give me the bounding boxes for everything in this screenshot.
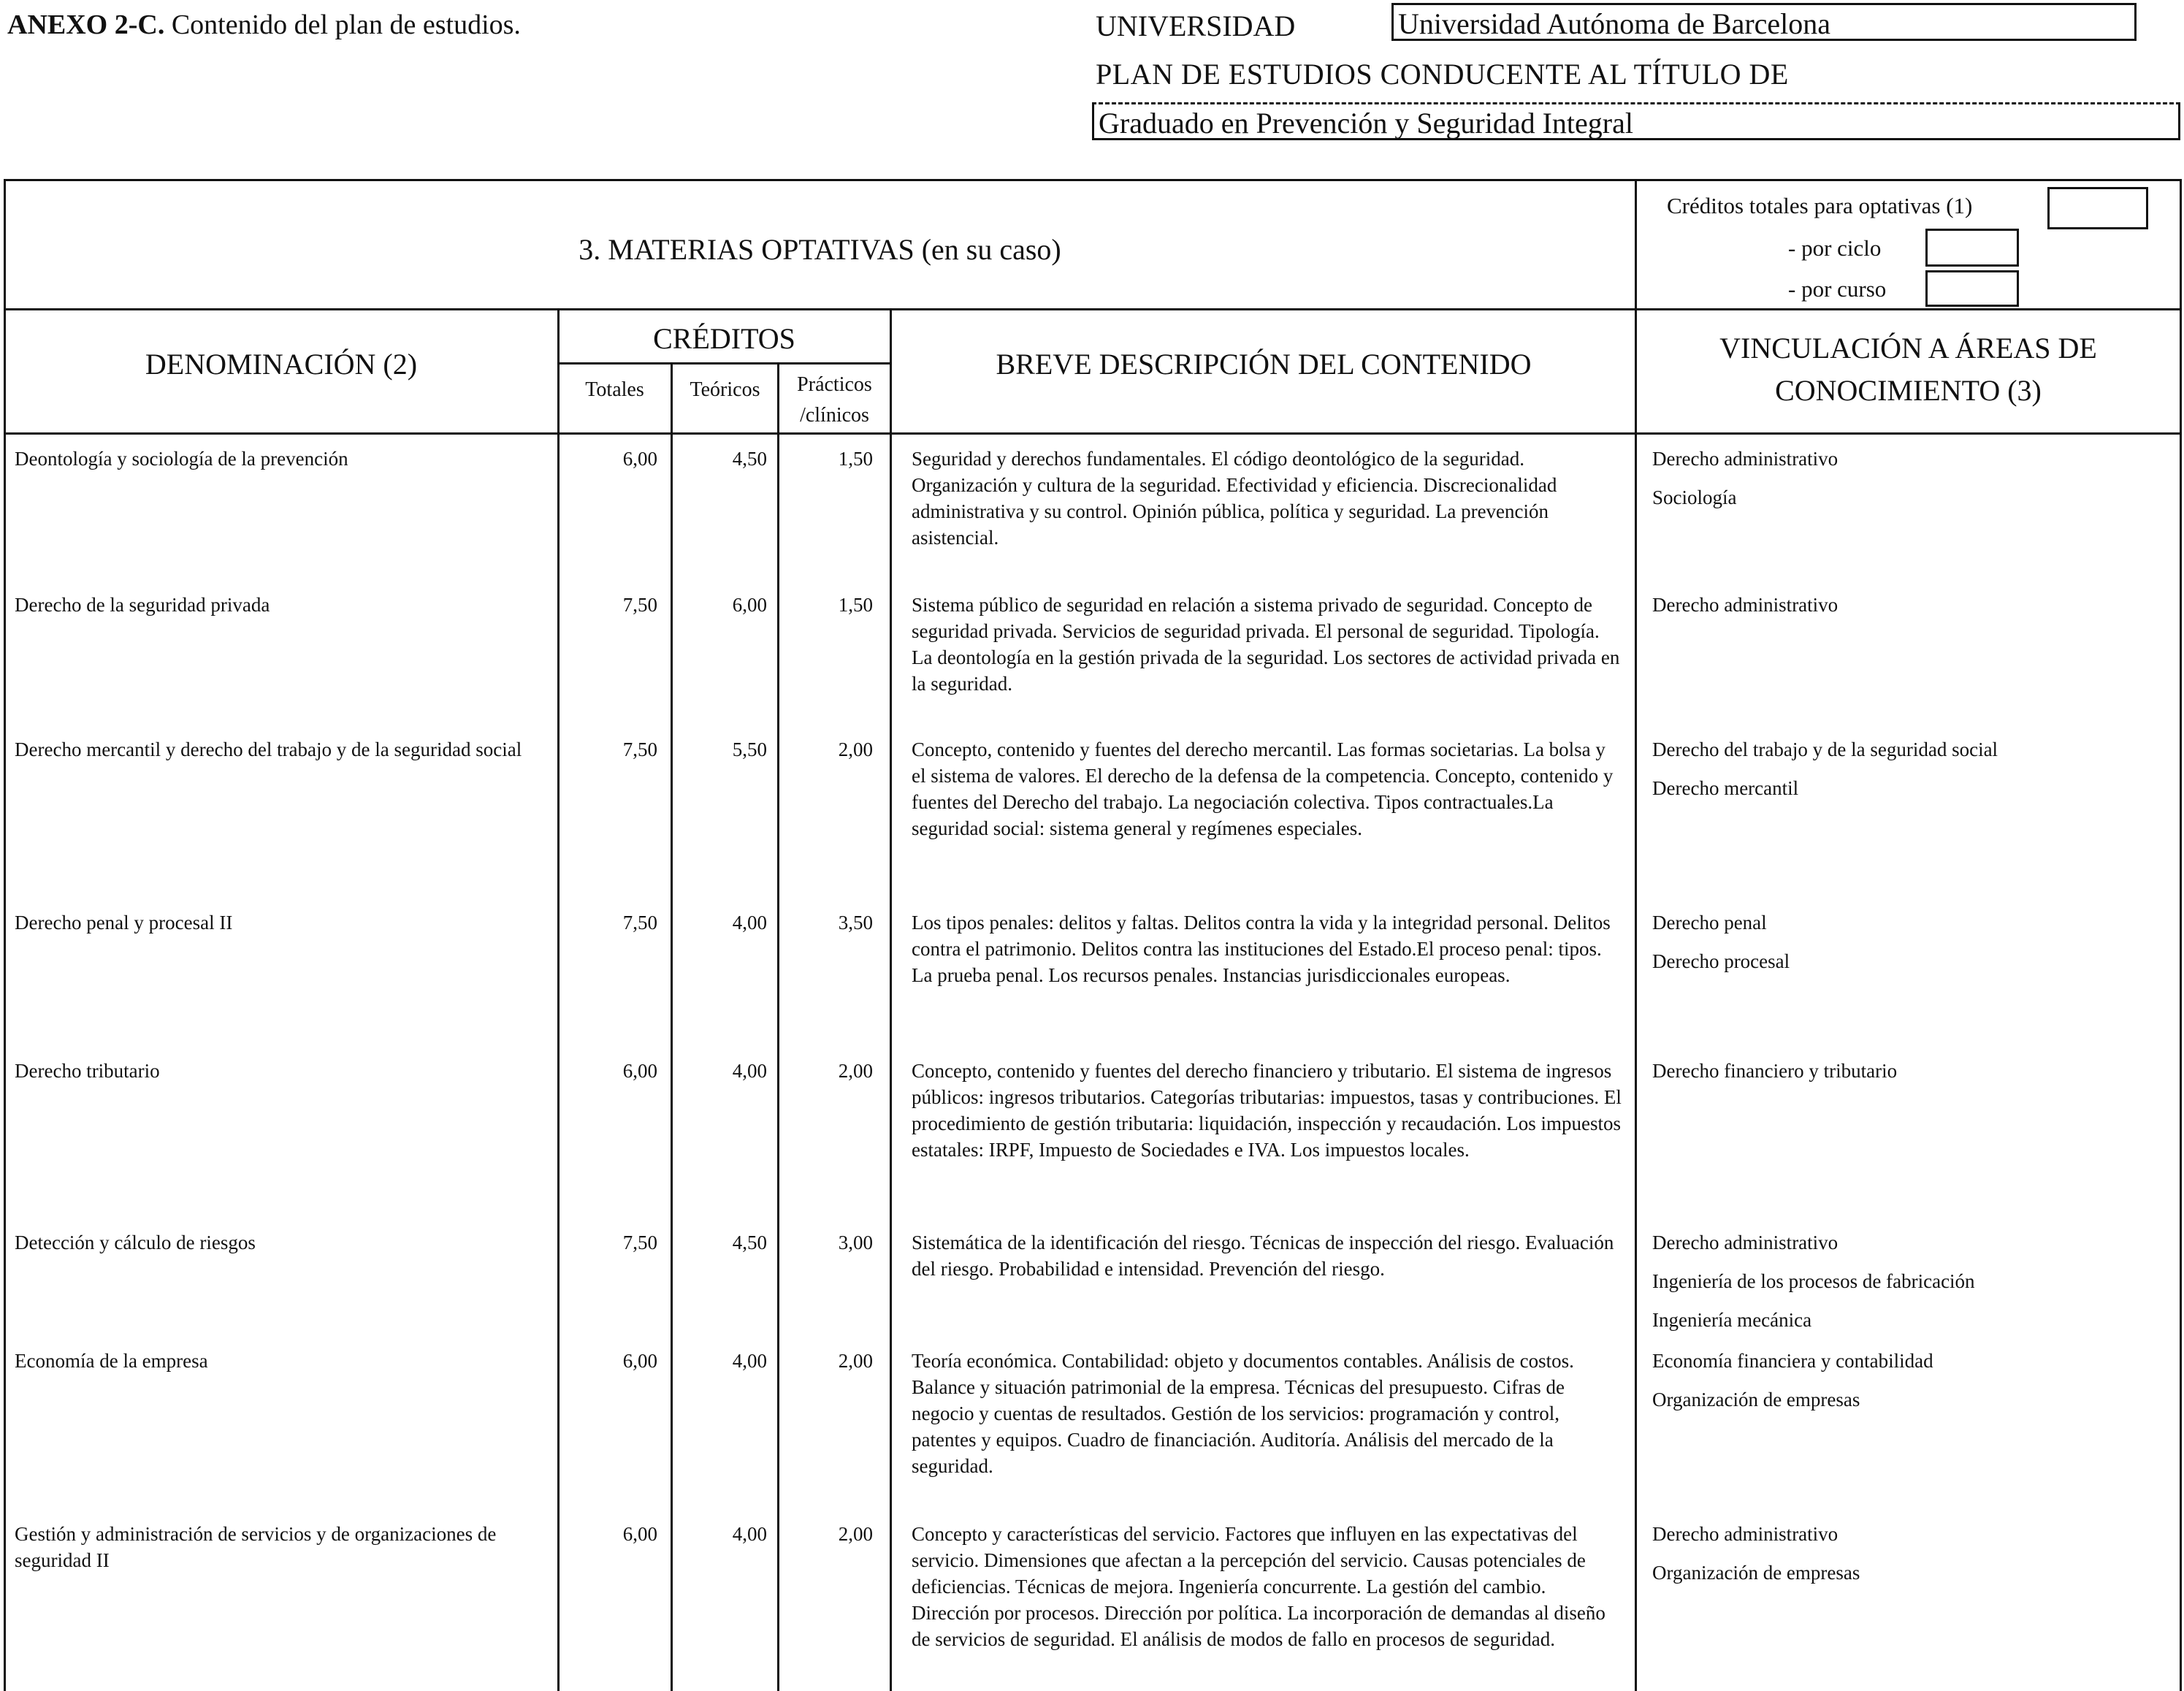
course-name: Detección y cálculo de riesgos <box>15 1232 256 1253</box>
credits-practice: 2,00 <box>838 1523 873 1545</box>
column-rule <box>557 308 560 1691</box>
credits-total: 6,00 <box>622 448 657 470</box>
knowledge-areas <box>1652 1348 2178 1425</box>
credits-theory: 4,00 <box>732 1060 767 1082</box>
credits-total: 7,50 <box>622 738 657 760</box>
knowledge-areas <box>1652 592 2178 630</box>
header-denominacion: DENOMINACIÓN (2) <box>145 348 418 381</box>
credits-practice: 2,00 <box>838 738 873 760</box>
section-header-divider <box>4 308 2182 310</box>
knowledge-area: Ingeniería mecánica <box>1652 1309 1812 1331</box>
knowledge-area: Derecho del trabajo y de la seguridad social <box>1652 738 1998 760</box>
credits-theory: 4,00 <box>732 1350 767 1372</box>
knowledge-areas <box>1652 736 2178 814</box>
course-name: Derecho tributario <box>15 1060 160 1082</box>
course-description: Teoría económica. Contabilidad: objeto y documentos contables. Análisis de costos. Balance y situación patrimonial de la empresa. Técnicas del presupuesto. Cifras de negocio y cuentas de resultados. Gestión de los servicios: programación y control, patentes y equipos. Cuadro de financiación. Auditoría. Análisis del mercado de la seguridad. <box>912 1350 1574 1477</box>
knowledge-areas <box>1652 446 2178 523</box>
course-name: Deontología y sociología de la prevención <box>15 448 348 470</box>
credits-total: 7,50 <box>622 912 657 934</box>
credits-theory: 4,50 <box>732 1232 767 1253</box>
knowledge-areas <box>1652 909 2178 987</box>
per-cycle-label: - por ciclo <box>1788 235 1882 261</box>
column-rule <box>890 308 892 1691</box>
credits-practice: 2,00 <box>838 1350 873 1372</box>
header-creditos: CRÉDITOS <box>653 322 795 355</box>
knowledge-area: Economía financiera y contabilidad <box>1652 1350 1933 1372</box>
credits-total: 7,50 <box>622 594 657 616</box>
credits-total: 6,00 <box>622 1523 657 1545</box>
knowledge-areas <box>1652 1521 2178 1598</box>
credits-theory: 4,00 <box>732 1523 767 1545</box>
header-teoricos: Teóricos <box>690 378 760 401</box>
plan-label: PLAN DE ESTUDIOS CONDUCENTE AL TÍTULO DE <box>1096 58 1789 91</box>
column-rule <box>777 362 779 1691</box>
total-credits-field[interactable] <box>2047 187 2148 229</box>
course-name: Gestión y administración de servicios y de organizaciones de seguridad II <box>15 1523 497 1571</box>
knowledge-area: Ingeniería de los procesos de fabricación <box>1652 1270 1975 1292</box>
course-description: Sistemática de la identificación del riesgo. Técnicas de inspección del riesgo. Evaluación del riesgo. Probabilidad e intensidad. Prevención del riesgo. <box>912 1232 1614 1280</box>
column-header-divider <box>4 432 2182 435</box>
header-practicos: Prácticos /clínicos <box>797 373 872 427</box>
course-name: Derecho de la seguridad privada <box>15 594 270 616</box>
section-title: 3. MATERIAS OPTATIVAS (en su caso) <box>579 233 1061 266</box>
course-description: Seguridad y derechos fundamentales. El código deontológico de la seguridad. Organización y cultura de la seguridad. Efectividad y eficiencia. Discrecionalidad administrativa y su control. Opinión pública, política y seguridad. La prevención asistencial. <box>912 448 1557 549</box>
credits-theory: 4,00 <box>732 912 767 934</box>
per-course-label: - por curso <box>1788 276 1887 302</box>
annex-heading: ANEXO 2-C. Contenido del plan de estudios. <box>7 9 521 40</box>
course-description: Concepto, contenido y fuentes del derecho mercantil. Las formas societarias. La bolsa y el sistema de valores. El derecho de la defensa de la competencia. Concepto, contenido y fuentes del Derecho del trabajo. La negociación colectiva. Tipos contractuales.La seguridad social: sistema general y regímenes especiales. <box>912 738 1614 839</box>
credits-practice: 3,00 <box>838 1232 873 1253</box>
total-credits-label: Créditos totales para optativas (1) <box>1667 193 1973 218</box>
university-field: Universidad Autónoma de Barcelona <box>1391 3 2137 41</box>
creditos-subheader-divider <box>559 362 891 364</box>
credits-practice: 1,50 <box>838 594 873 616</box>
column-rule <box>671 362 673 1691</box>
knowledge-area: Derecho mercantil <box>1652 777 1799 799</box>
knowledge-areas <box>1652 1229 2178 1345</box>
university-label: UNIVERSIDAD <box>1096 9 1296 42</box>
course-description: Los tipos penales: delitos y faltas. Delitos contra la vida y la integridad personal. Delitos contra el patrimonio. Delitos contra las instituciones del Estado.El proceso penal: tipos. La prueba penal. Los recursos penales. Instancias jurisdiccionales europeas. <box>912 912 1611 986</box>
course-name: Derecho mercantil y derecho del trabajo y de la seguridad social <box>15 738 522 760</box>
knowledge-area: Organización de empresas <box>1652 1389 1860 1411</box>
knowledge-areas <box>1652 1058 2178 1096</box>
course-name: Economía de la empresa <box>15 1350 208 1372</box>
knowledge-area: Derecho administrativo <box>1652 594 1839 616</box>
per-course-field[interactable] <box>1925 270 2019 307</box>
credits-practice: 2,00 <box>838 1060 873 1082</box>
course-description: Concepto y características del servicio. Factores que influyen en las expectativas del servicio. Dimensiones que afectan a la percepción del servicio. Causas potenciales de deficiencias. Técnicas de mejora. Ingeniería concurrente. La gestión del cambio. Dirección por procesos. Dirección por política. La incorporación de demandas al diseño de servicios de seguridad. El análisis de modos de fallo en procesos de seguridad. <box>912 1523 1605 1650</box>
degree-title-field: Graduado en Prevención y Seguridad Integral <box>1092 102 2180 140</box>
header-breve-descripcion: BREVE DESCRIPCIÓN DEL CONTENIDO <box>996 348 1532 381</box>
credits-total: 6,00 <box>622 1350 657 1372</box>
knowledge-area: Derecho procesal <box>1652 950 1790 972</box>
knowledge-area: Sociología <box>1652 486 1737 508</box>
per-cycle-field[interactable] <box>1925 229 2019 267</box>
credits-theory: 6,00 <box>732 594 767 616</box>
knowledge-area: Derecho administrativo <box>1652 1232 1839 1253</box>
credits-practice: 3,50 <box>838 912 873 934</box>
knowledge-area: Derecho administrativo <box>1652 448 1839 470</box>
credits-practice: 1,50 <box>838 448 873 470</box>
course-description: Concepto, contenido y fuentes del derecho financiero y tributario. El sistema de ingresos públicos: ingresos tributarios. Categorías tributarias: impuestos, tasas y contribuciones. El procedimiento de gestión tributaria: liquidación, inspección y recaudación. Los impuestos estatales: IRPF, Impuesto de Sociedades e IVA. Los impuestos locales. <box>912 1060 1622 1161</box>
credits-total: 6,00 <box>622 1060 657 1082</box>
credits-theory: 5,50 <box>732 738 767 760</box>
course-name: Derecho penal y procesal II <box>15 912 233 934</box>
course-description: Sistema público de seguridad en relación a sistema privado de seguridad. Concepto de seguridad privada. Servicios de seguridad privada. El personal de seguridad. Tipología. La deontología en la gestión privada de la seguridad. Los sectores de actividad privada en la seguridad. <box>912 594 1620 695</box>
knowledge-area: Organización de empresas <box>1652 1562 1860 1584</box>
knowledge-area: Derecho administrativo <box>1652 1523 1839 1545</box>
knowledge-area: Derecho penal <box>1652 912 1767 934</box>
knowledge-area: Derecho financiero y tributario <box>1652 1060 1898 1082</box>
credits-total: 7,50 <box>622 1232 657 1253</box>
header-totales: Totales <box>585 378 644 401</box>
header-vinculacion: VINCULACIÓN A ÁREAS DE CONOCIMIENTO (3) <box>1719 332 2097 407</box>
credits-theory: 4,50 <box>732 448 767 470</box>
